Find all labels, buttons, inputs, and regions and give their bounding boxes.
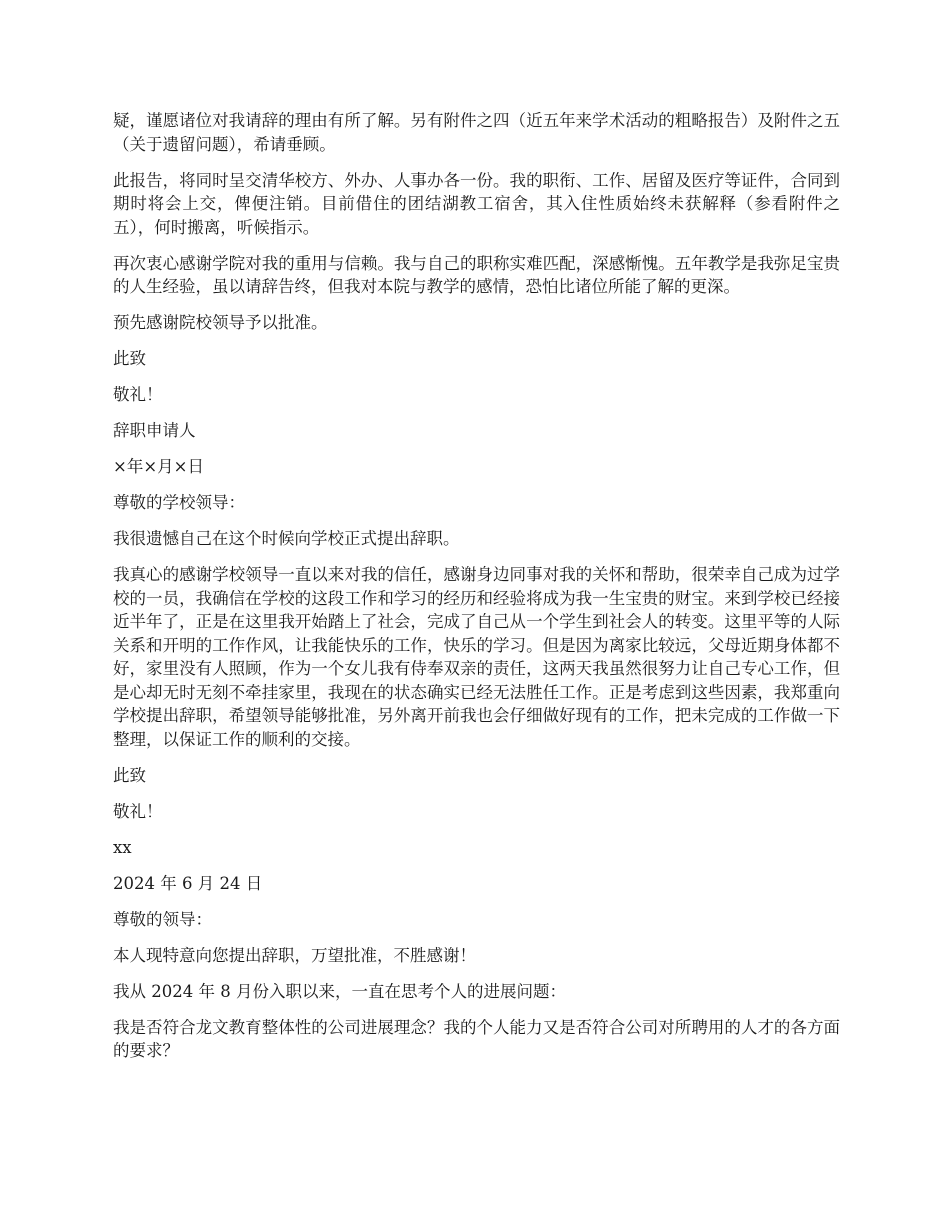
salutation-school-leaders: 尊敬的学校领导： [113,493,245,512]
paragraph-report-submission: 此报告，将同时呈交清华校方、外办、人事办各一份。我的职衔、工作、居留及医疗等证件，合同到期时将会上交，俾便注销。目前借住的团结湖教工宿舍，其入住性质始终未获解释（参看附件之五），何时搬离，听候指示。 [113,170,840,237]
closing-jingli-2: 敬礼！ [113,801,163,821]
signature-date-2: 2024 年 6 月 24 日 [113,873,263,893]
signature-name: xx [113,837,132,857]
paragraph-employment-history: 我从 2024 年 8 月份入职以来，一直在思考个人的进展问题： [113,981,566,1001]
paragraph-attachments-note: 疑，谨愿诸位对我请辞的理由有所了解。另有附件之四（近五年来学术活动的粗略报告）及附件之五（关于遗留问题），希请垂顾。 [113,111,840,154]
paragraph-resignation-request: 本人现特意向您提出辞职，万望批准，不胜感谢！ [113,945,476,965]
closing-jingli: 敬礼！ [113,385,163,404]
paragraph-self-questions: 我是否符合龙文教育整体性的公司进展理念？我的个人能力又是否符合公司对所聘用的人才的各方面的要求？ [113,1017,840,1060]
signature-date: ×年×月×日 [113,457,204,476]
closing-cizhi: 此致 [113,349,146,368]
salutation-leader: 尊敬的领导： [113,909,212,929]
signature-applicant: 辞职申请人 [113,421,196,440]
paragraph-resignation-body: 我真心的感谢学校领导一直以来对我的信任，感谢身边同事对我的关怀和帮助，很荣幸自己成为过学校的一员，我确信在学校的这段工作和学习的经历和经验将成为我一生宝贵的财宝。来到学校已经接近半年了，正是在这里我开始踏上了社会，完成了自己从一个学生到社会人的转变。这里平等的人际关系和开明的工作作风，让我能快乐的工作，快乐的学习。但是因为离家比较远，父母近期身体都不好，家里没有人照顾，作为一个女儿我有侍奉双亲的责任，这两天我虽然很努力让自己专心工作，但是心却无时无刻不牵挂家里，我现在的状态确实已经无法胜任工作。正是考虑到这些因素，我郑重向学校提出辞职，希望领导能够批准，另外离开前我也会仔细做好现有的工作，把未完成的工作做一下整理，以保证工作的顺利的交接。 [113,565,840,749]
document-page [113,109,840,1075]
closing-cizhi-2: 此致 [113,765,146,785]
paragraph-resignation-intro: 我很遗憾自己在这个时候向学校正式提出辞职。 [113,529,460,548]
paragraph-gratitude: 再次衷心感谢学院对我的重用与信赖。我与自己的职称实难匹配，深感惭愧。五年教学是我弥足宝贵的人生经验，虽以请辞告终，但我对本院与教学的感情，恐怕比诸位所能了解的更深。 [113,253,840,296]
paragraph-thanks-approval: 预先感谢院校领导予以批准。 [113,313,328,332]
